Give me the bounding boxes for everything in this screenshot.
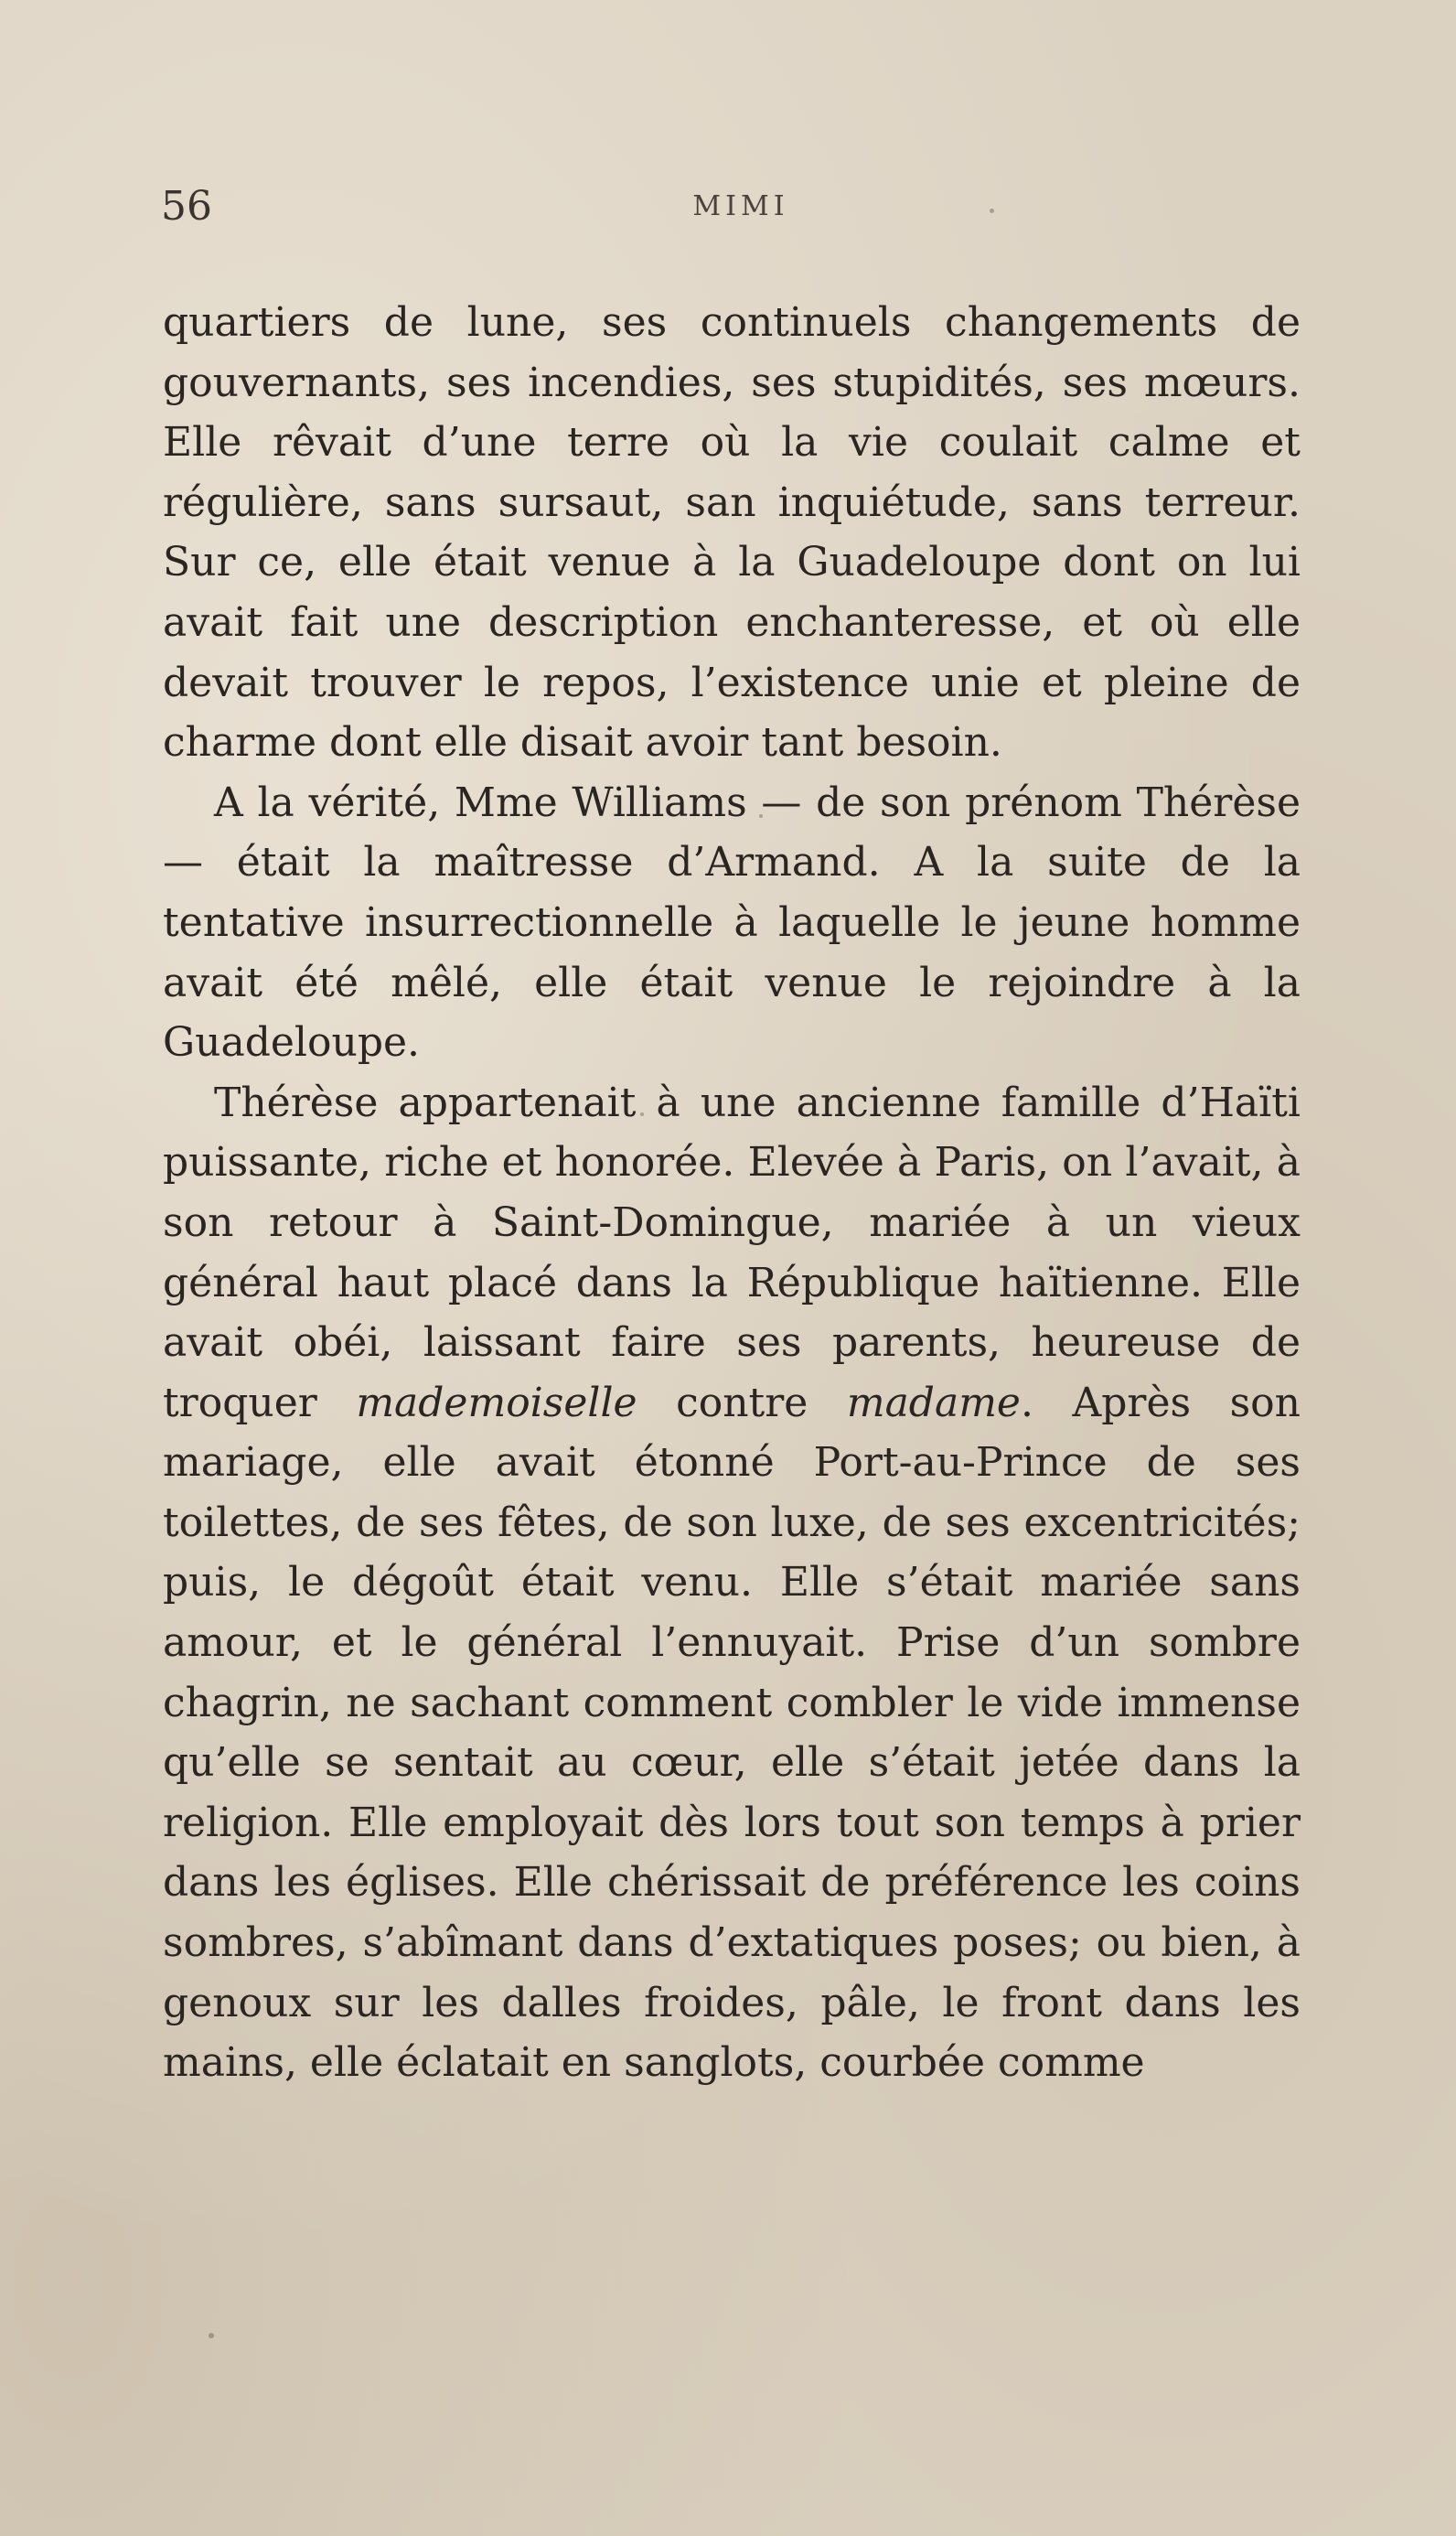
emphasis-madame: madame — [846, 1379, 1021, 1426]
paper-speck — [990, 209, 994, 213]
paragraph-2: A la vérité, Mme Williams — de son prénom Thérèse — était la maîtresse d’Armand. A la suite de la tentative insurrectionnelle à laquelle le jeune homme avait été mêlé, elle était venue le rejoindre à la Guadeloupe. — [163, 779, 1301, 1067]
paper-speck — [759, 814, 763, 818]
running-title: MIMI — [692, 190, 789, 222]
paragraph-3 — [163, 1073, 1301, 2093]
paper-speck — [640, 1112, 644, 1116]
emphasis-mademoiselle: mademoiselle — [356, 1379, 637, 1426]
paragraph-3-part-c: . Après son mariage, elle avait étonné Port-au-Prince de ses toilettes, de ses fêtes, de son luxe, de ses excentricités; puis, le dégoût était venu. Elle s’était mariée sans amour, et le général l’ennuyait. Prise d’un sombre chagrin, ne sachant comment combler le vide immense qu’elle se sentait au cœur, elle s’était jetée dans la religion. Elle employait dès lors tout son temps à prier dans les églises. Elle chérissait de préférence les coins sombres, s’abîmant dans d’extatiques poses; ou bien, à genoux sur les dalles froides, pâle, le front dans les mains, elle éclatait en sanglots, courbée comme — [163, 1379, 1301, 2087]
paragraph-3-part-b: contre — [637, 1379, 847, 1426]
paragraph-1: quartiers de lune, ses continuels changements de gouvernants, ses incendies, ses stupidités, ses mœurs. Elle rêvait d’une terre où la vie coulait calme et régulière, sans sursaut, san inquiétude, sans terreur. Sur ce, elle était venue à la Guadeloupe dont on lui avait fait une description enchanteresse, et où elle devait trouver le repos, l’existence unie et pleine de charme dont elle disait avoir tant besoin. — [163, 299, 1301, 767]
paper-speck — [209, 2333, 214, 2338]
page-number: 56 — [161, 183, 212, 230]
body-text — [163, 293, 1301, 2093]
paragraph-3-part-a: Thérèse appartenait à une ancienne famille d’Haïti puissante, riche et honorée. Elevée à Paris, on l’avait, à son retour à Saint-Domingue, mariée à un vieux général haut placé dans la République haïtienne. Elle avait obéi, laissant faire ses parents, heureuse de troquer — [163, 1079, 1301, 1426]
